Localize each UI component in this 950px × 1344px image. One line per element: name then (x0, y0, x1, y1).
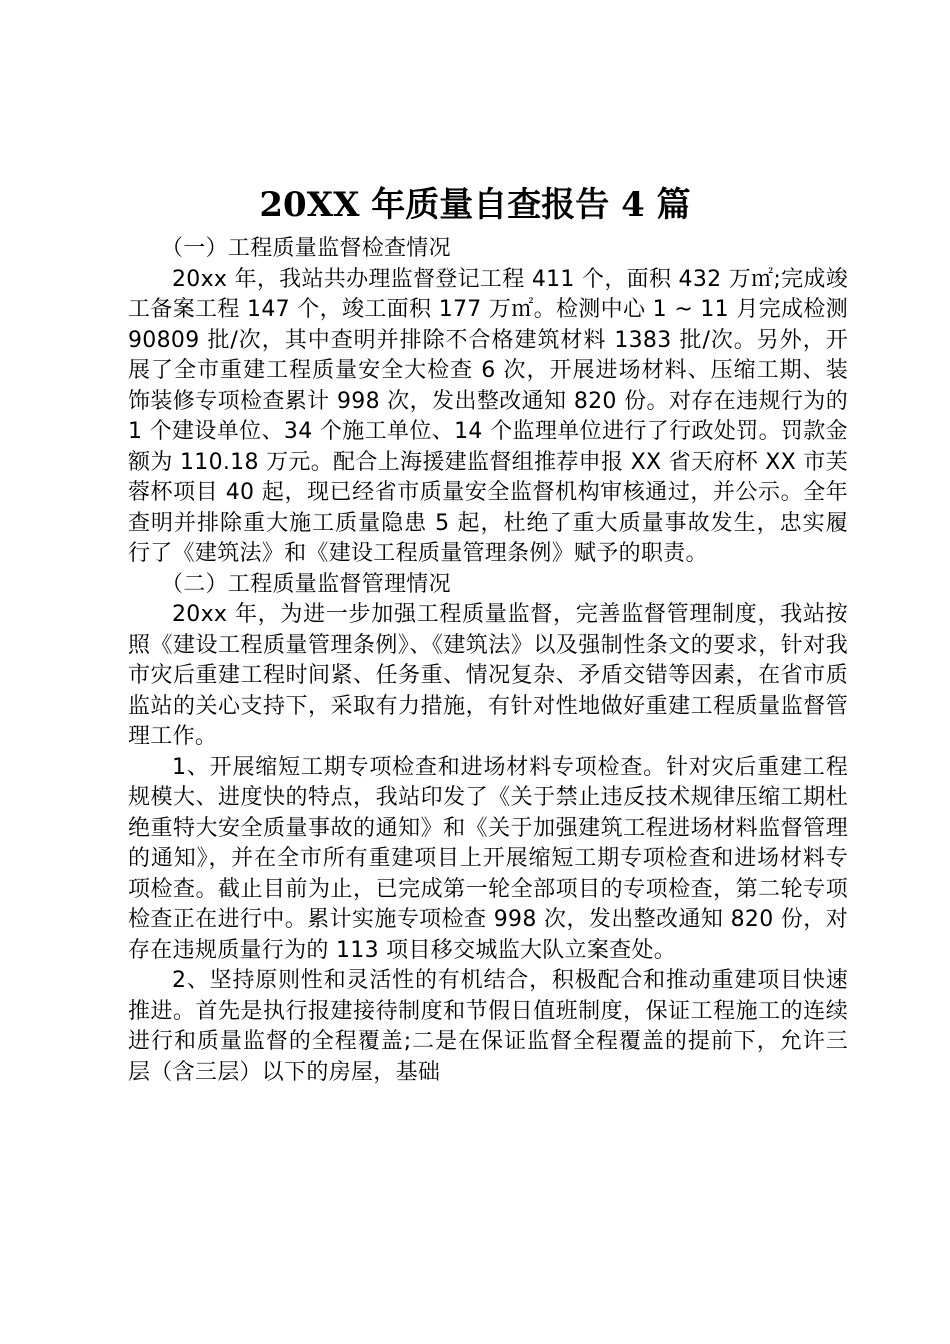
document-body (128, 234, 848, 1088)
paragraph-item-2: 2、坚持原则性和灵活性的有机结合，积极配合和推动重建项目快速推进。首先是执行报建接待制度和节假日值班制度，保证工程施工的连续进行和质量监督的全程覆盖;二是在保证监督全程覆盖的提前下，允许三层（含三层）以下的房屋，基础 (128, 968, 848, 1085)
section-heading-2: （二）工程质量监督管理情况 (161, 571, 451, 597)
paragraph-inspection-summary: 20xx 年，我站共办理监督登记工程 411 个，面积 432 万㎡;完成竣工备案工程 147 个，竣工面积 177 万㎡。检测中心 1 ~ 11 月完成检测 90809 批/次，其中查明并排除不合格建筑材料 1383 批/次。另外，开展了全市重建工程质量安全大检查 6 次，开展进场材料、压缩工期、装饰装修专项检查累计 998 次，发出整改通知 820 份。对存在违规行为的 1 个建设单位、34 个施工单位、14 个监理单位进行了行政处罚。罚款金额为 110.18 万元。配合上海援建监督组推荐申报 XX 省天府杯 XX 市芙蓉杯项目 40 起，现已经省市质量安全监督机构审核通过，并公示。全年查明并排除重大施工质量隐患 5 起，杜绝了重大质量事故发生，忠实履行了《建筑法》和《建设工程质量管理条例》赋予的职责。 (128, 266, 848, 566)
section-heading-1: （一）工程质量监督检查情况 (161, 236, 451, 261)
paragraph-item-1: 1、开展缩短工期专项检查和进场材料专项检查。针对灾后重建工程规模大、进度快的特点，我站印发了《关于禁止违反技术规律压缩工期杜绝重特大安全质量事故的通知》和《关于加强建筑工程进场材料监督管理的通知》，并在全市所有重建项目上开展缩短工期专项检查和进场材料专项检查。截止目前为止，已完成第一轮全部项目的专项检查，第二轮专项检查正在进行中。累计实施专项检查 998 次，发出整改通知 820 份，对存在违规质量行为的 113 项目移交城监大队立案查处。 (128, 754, 848, 963)
document-title: 20XX 年质量自查报告 4 篇 (259, 185, 691, 225)
paragraph-management-intro: 20xx 年，为进一步加强工程质量监督，完善监督管理制度，我站按照《建设工程质量管理条例》、《建筑法》以及强制性条文的要求，针对我市灾后重建工程时间紧、任务重、情况复杂、矛盾交错等因素，在省市质监站的关心支持下，采取有力措施，有针对性地做好重建工程质量监督管理工作。 (128, 602, 848, 749)
